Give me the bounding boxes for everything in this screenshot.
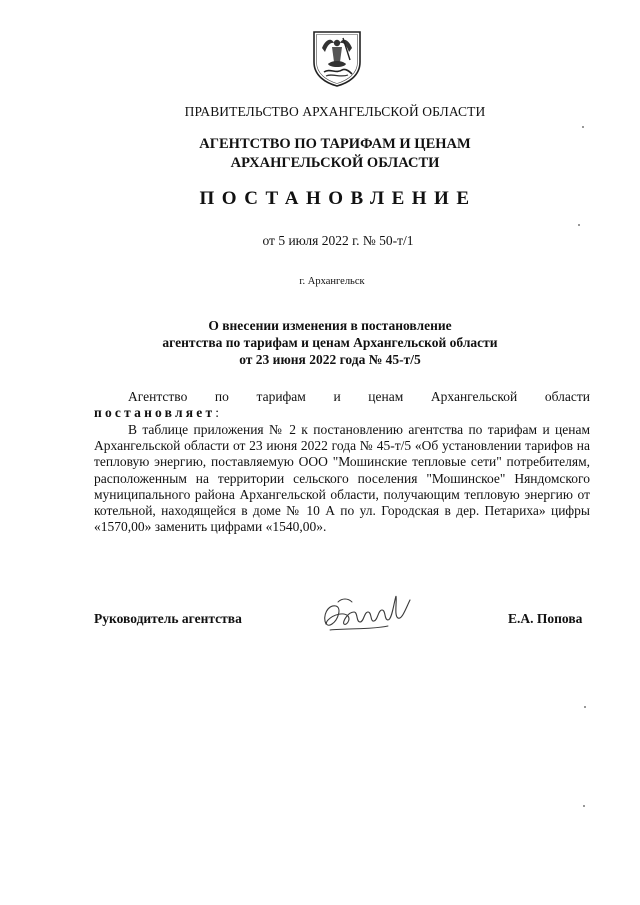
scan-speck [582,126,584,128]
preamble-text: Агентство по тарифам и ценам Архангельской области [128,389,590,404]
agency-name-line1: АГЕНТСТВО ПО ТАРИФАМ И ЦЕНАМ [199,136,471,152]
document-place: г. Архангельск [299,276,365,287]
subject-line1: О внесении изменения в постановление [208,318,452,333]
subject-line2: агентства по тарифам и ценам Архангельской области [162,335,498,350]
scan-speck [578,224,580,226]
document-date-number: от 5 июля 2022 г. № 50-т/1 [262,233,414,248]
scan-speck [584,706,586,708]
document-type-title: ПОСТАНОВЛЕНИЕ [199,188,477,209]
preamble-colon: : [215,405,220,421]
signatory-position: Руководитель агентства [94,611,242,626]
resolution-preamble [94,389,590,421]
coat-of-arms-icon [310,28,364,88]
agency-name-line2: АРХАНГЕЛЬСКОЙ ОБЛАСТИ [230,155,440,171]
handwritten-signature [318,590,418,638]
document-subject [10,317,640,368]
agency-name [15,135,640,173]
subject-line3: от 23 июня 2022 года № 45-т/5 [239,352,421,367]
resolution-keyword: постановляет [94,405,216,421]
signatory-name: Е.А. Попова [508,611,583,626]
government-name: ПРАВИТЕЛЬСТВО АРХАНГЕЛЬСКОЙ ОБЛАСТИ [184,104,486,119]
resolution-paragraph: В таблице приложения № 2 к постановлению агентства по тарифам и ценам Архангельской области от 23 июня 2022 года № 45-т/5 «Об установлении тарифов на тепловую энергию, поставляемую ООО "Мошинские тепловые сети" потребителям, расположенным на территории сельского поселения "Мошинское" Няндомского муниципального района Архангельской области, получающим тепловую энергию от котельной, находящейся в доме № 10 А по ул. Городская в дер. Петариха» цифры «1570,00» заменить цифрами «1540,00». [94,422,590,535]
scan-speck [583,805,585,807]
